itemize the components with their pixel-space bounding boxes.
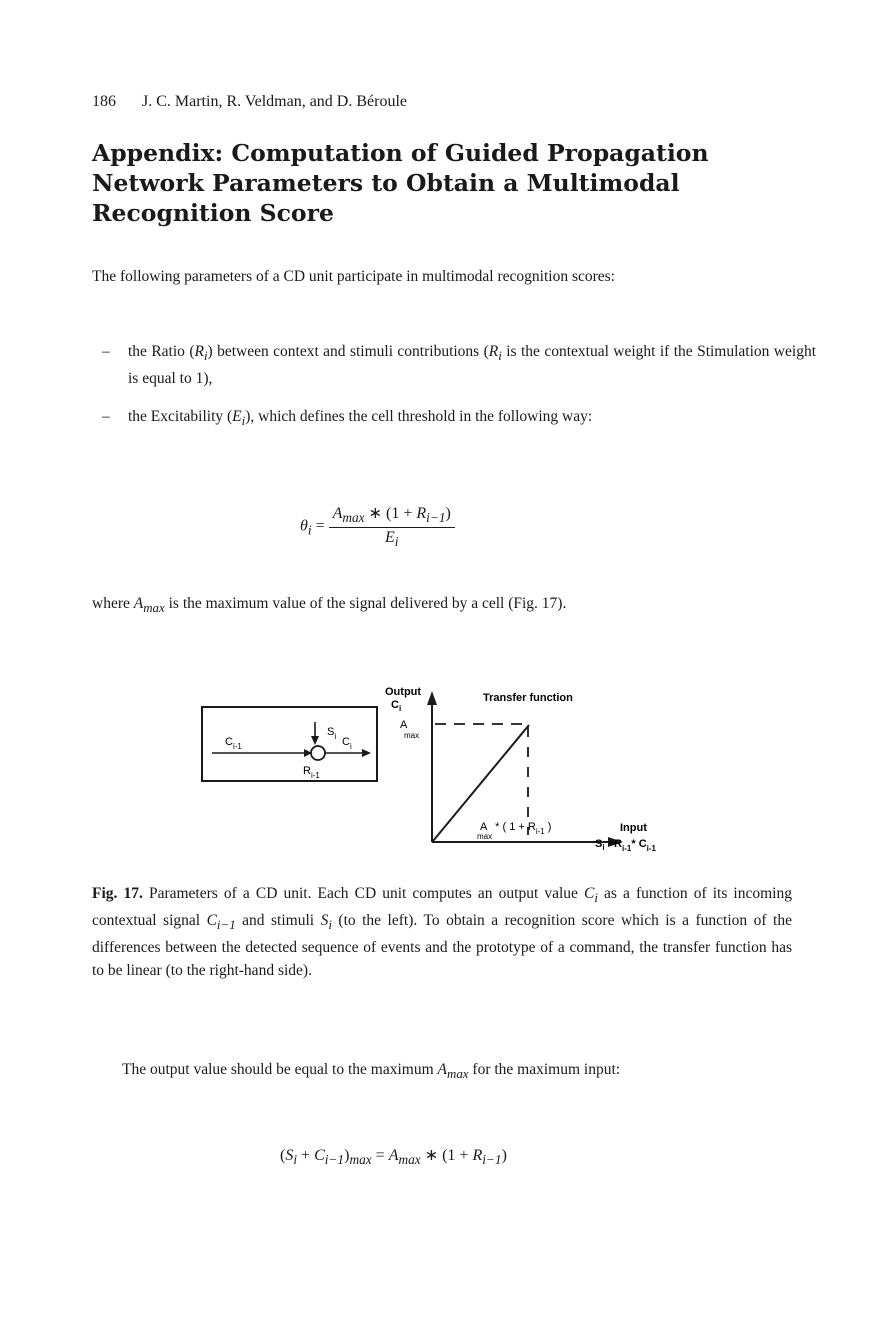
bullet-excitability [102,405,816,432]
sym: A [332,505,343,522]
math-ei [232,408,246,429]
running-head [92,93,407,111]
sub: max [398,1152,421,1168]
amax-label: A max [400,719,420,740]
text: ), which defines the cell threshold in the following way: [245,408,593,425]
cell-node-icon [311,746,325,760]
text: as a function of its incoming contextual signal [92,885,792,930]
text: is the maximum value of the signal delivered by a cell (Fig. 17). [164,595,567,612]
math-cim1 [206,912,236,933]
caption-label: Fig. 17. [92,885,143,902]
sub: i [498,348,502,364]
plot-title: Transfer function [483,692,573,704]
sub: i [293,1152,298,1168]
op: ) [445,505,451,522]
sym: C [206,912,217,930]
y-axis-symbol: $C_i$ [391,699,402,713]
sub: max [349,1152,372,1168]
sym: E [384,529,395,547]
text: is the contextual weight if the Stimulation weight is equal to 1), [128,343,816,388]
sub: i [241,413,246,429]
label-c-in: $C_{i-1}$ [225,736,242,751]
math-amax [437,1061,469,1082]
op: ( [280,1147,286,1164]
authors: J. C. Martin, R. Veldman, and D. Béroule [142,93,408,110]
label-r: $R_{i-1}$ [303,765,320,780]
text: where [92,595,134,612]
x-axis-expression: $S_i +R_{i-1}*$ $C_{i-1}$ [595,838,656,853]
math-amax [133,595,165,616]
op: + [297,1147,315,1164]
section-title: Appendix: Computation of Guided Propagation Network Parameters to Obtain a Multimodal Recognition Score [92,139,709,227]
sub: i−1 [426,510,446,526]
sym: R [416,505,427,522]
x-axis-label: Input [620,822,647,834]
math-ri [488,343,502,364]
text: the Ratio ( [128,343,195,360]
y-axis-arrow-icon [427,691,437,705]
y-axis-label: Output [385,686,422,698]
sub: max [143,600,165,616]
math-si [320,912,332,933]
text: (to the left). To obtain a recognition score which is a function of the differences between the detected sequence of events and the prototype of a command, the transfer function has to be linear (to the right-hand side). [92,912,792,980]
sub: i−1 [482,1152,502,1168]
denominator [329,528,455,550]
sym: C [583,885,595,902]
sym: A [388,1147,399,1164]
sub: i [594,890,598,906]
text: the Excitability ( [128,408,233,425]
sub: max [447,1066,469,1082]
page-number: 186 [92,93,116,110]
sym: R [488,343,499,360]
text: and stimuli [235,912,321,930]
op: ) [344,1147,350,1164]
sub: i [307,522,312,538]
text: Parameters of a CD unit. Each CD unit computes an output value [142,885,584,902]
sub: i−1 [216,917,236,933]
equation-theta [300,503,560,550]
sub: i [203,348,208,364]
op: ) [501,1147,507,1164]
sym: S [285,1147,294,1164]
figure-caption [92,882,792,982]
label-c-out: $C_i$ [342,736,352,751]
output-arrow-icon [362,749,371,757]
where-sentence [92,592,792,619]
sub: max [342,510,365,526]
equation-max-input [280,1145,680,1168]
text: for the maximum input: [468,1061,621,1078]
sym: E [232,408,242,425]
bullet-dash: – [102,408,110,425]
intro-paragraph: The following parameters of a CD unit participate in multimodal recognition scores: [92,268,615,285]
op: ∗ (1 + [420,1147,473,1164]
sym: C [314,1147,325,1164]
equals: = [311,517,329,535]
equals: = [371,1147,389,1164]
label-s: $S_i$ [327,726,337,741]
x-tick-max-input: A max * ( $1 + R_{i-1}$ ) [477,821,552,841]
sym: S [320,912,329,930]
stimulus-arrow-icon [311,736,319,745]
math-ri [194,343,208,364]
figure-17 [190,665,710,865]
sym: A [437,1061,448,1078]
numerator [329,503,455,528]
sym: θ [300,517,308,535]
sub: i−1 [324,1152,345,1168]
output-sentence [122,1058,802,1085]
sub: i [394,534,399,550]
sub: i [328,917,332,933]
bullet-dash: – [102,343,110,360]
text: The output value should be equal to the maximum [122,1061,438,1078]
math-ci [583,885,598,906]
text: ) between context and stimuli contributions ( [207,343,489,360]
sym: R [472,1147,483,1164]
sym: A [133,595,144,612]
op: ∗ (1 + [364,505,417,522]
bullet-ratio [102,340,816,390]
sym: R [194,343,204,360]
fraction [329,503,455,550]
